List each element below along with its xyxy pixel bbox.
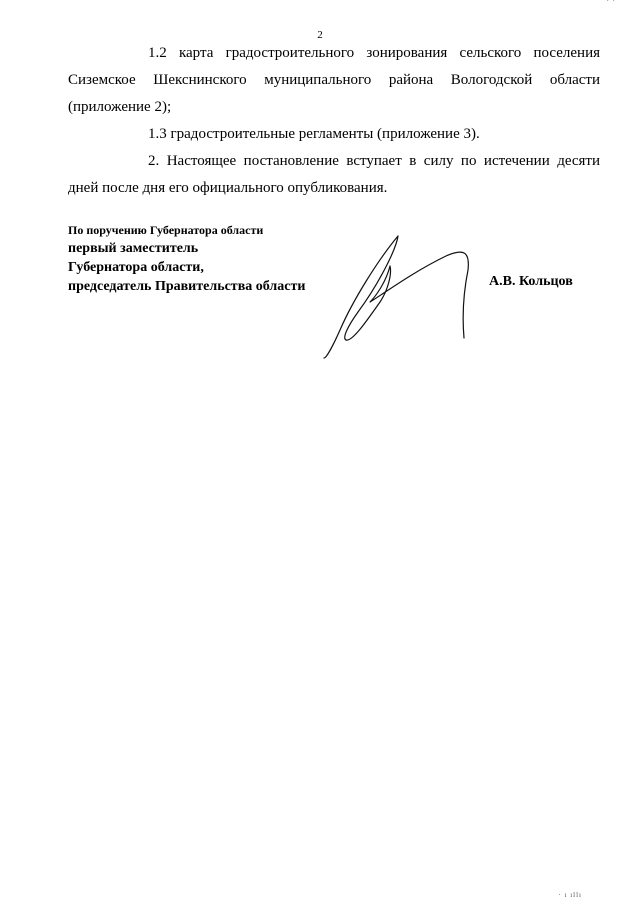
paragraph-text: Настоящее постановление вступает в силу по истечении десяти дней после дня его официального опубликования. [68, 153, 600, 196]
handwritten-signature-icon [318, 230, 478, 365]
document-body [68, 40, 600, 202]
paragraph-number: 1.3 [148, 126, 167, 142]
signature-title-line-2: Губернатора области, [68, 260, 204, 275]
scan-mark-top: · · [606, 0, 616, 5]
paragraph-number: 1.2 [148, 45, 167, 61]
signature-title-line-1: первый заместитель [68, 241, 199, 256]
paragraph-1-2 [68, 40, 600, 121]
signature-title-line-3: председатель Правительства области [68, 279, 306, 294]
paragraph-number: 2. [148, 153, 160, 169]
paragraph-1-3 [68, 121, 600, 148]
paragraph-text: карта градостроительного зонирования сельского поселения Сиземское Шекснинского муниципального района Вологодской области (приложение 2); [68, 45, 600, 115]
page-number: 2 [317, 29, 323, 41]
signature-on-behalf: По поручению Губернатора области [68, 223, 264, 237]
scan-mark-bottom: · ı ıllı [558, 891, 582, 899]
signer-name: А.В. Кольцов [489, 274, 573, 289]
paragraph-text: градостроительные регламенты (приложение 3). [170, 126, 480, 142]
paragraph-2 [68, 148, 600, 202]
